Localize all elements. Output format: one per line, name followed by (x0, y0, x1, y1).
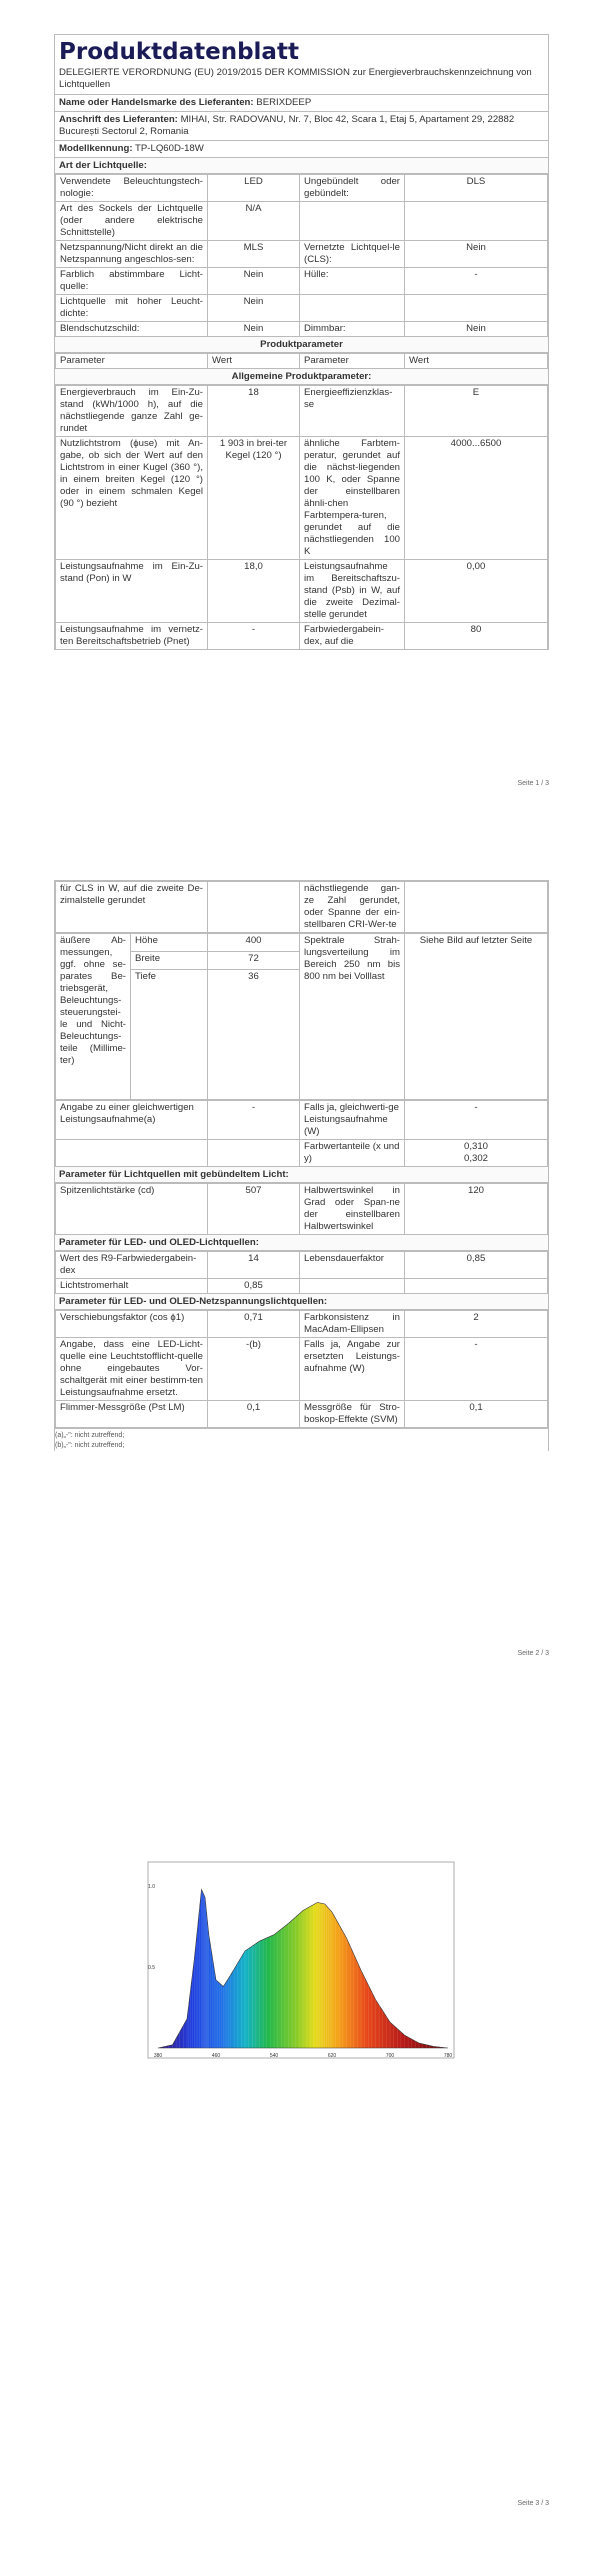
type-cell: Vernetzte Lichtquel-le (CLS): (300, 241, 405, 268)
supplier-address-label: Anschrift des Lieferanten: (59, 114, 178, 125)
product-params-heading: Produktparameter (55, 337, 548, 353)
equiv-value: - (208, 1101, 300, 1140)
macadam-label: Farbkonsistenz in MacAdam-Ellipsen (300, 1311, 405, 1338)
footnote-a: (a)„-": nicht zutreffend; (55, 1432, 125, 1439)
general-param-cell: ähnliche Farbtem-peratur, gerundet auf die nächst-liegenden 100 K, oder Spanne der einstellbaren ähnli-chen Farbtempera-turen, gerundet auf die nächstliegenden 100 K (300, 437, 405, 560)
x-tick-label: 620 (327, 2053, 337, 2059)
spectrum-chart (140, 1860, 460, 2074)
type-cell: Nein (405, 322, 548, 337)
spectral-label: Spektrale Strah-lungsverteilung im Bereich 250 nm bis 800 nm bei Volllast (300, 934, 405, 1100)
type-row (56, 175, 548, 202)
page-footer-2: Seite 2 / 3 (517, 1650, 549, 1657)
datasheet-page-2 (54, 880, 549, 1451)
general-param-cell: Nutzlichtstrom (ϕuse) mit An-gabe, ob sich der Wert auf den Lichtstrom in einer Kugel (360 °), in einem breiten Kegel (120 °) oder in einem schmalen Kegel (90 °) bezieht (56, 437, 208, 560)
flicker-value: 0,1 (208, 1401, 300, 1428)
supplier-name-row (55, 95, 548, 112)
dim-width-value: 72 (208, 952, 300, 970)
continued-table (55, 881, 548, 933)
peak-intensity-value: 507 (208, 1184, 300, 1235)
type-row (56, 202, 548, 241)
svm-label: Messgröße für Stro-boskop-Effekte (SVM) (300, 1401, 405, 1428)
light-source-type-heading: Art der Lichtquelle: (55, 158, 548, 174)
x-tick-label: 540 (269, 2053, 279, 2059)
datasheet-page-1 (54, 34, 549, 650)
life-factor-label: Lebensdauerfaktor (300, 1252, 405, 1279)
type-cell (405, 295, 548, 322)
footnote-b: (b)„-": nicht zutreffend; (55, 1442, 125, 1449)
param-header-table (55, 353, 548, 369)
dim-depth-label: Tiefe (131, 970, 208, 1100)
general-param-cell: - (208, 623, 300, 650)
chromaticity-label: Farbwertanteile (x und y) (300, 1140, 405, 1167)
type-cell: Art des Sockels der Lichtquelle (oder andere elektrische Schnittstelle) (56, 202, 208, 241)
general-param-cell: 18 (208, 386, 300, 437)
general-param-cell: Leistungsaufnahme im Bereitschaftszu-stand (Psb) in W, auf die zweite Dezimal-stelle gerundet (300, 560, 405, 623)
type-cell (405, 202, 548, 241)
mains-table (55, 1310, 548, 1428)
type-cell: Netzspannung/Nicht direkt an die Netzspannung angeschlos-sen: (56, 241, 208, 268)
general-param-row (56, 623, 548, 650)
continued-left: für CLS in W, auf die zweite De-zimalstelle gerundet (56, 882, 208, 933)
replacement-right-value: - (405, 1338, 548, 1401)
col-value-header-2: Wert (405, 354, 548, 369)
type-cell: Nein (208, 322, 300, 337)
page-2 (0, 820, 603, 1680)
type-cell: - (405, 268, 548, 295)
model-value: TP-LQ60D-18W (135, 143, 204, 154)
x-tick-label: 460 (211, 2053, 221, 2059)
type-cell: Farblich abstimmbare Licht-quelle: (56, 268, 208, 295)
lumen-maintenance-value: 0,85 (208, 1279, 300, 1294)
page-footer-1: Seite 1 / 3 (517, 780, 549, 787)
svm-value: 0,1 (405, 1401, 548, 1428)
type-cell: Nein (405, 241, 548, 268)
led-table (55, 1251, 548, 1294)
power-factor-label: Verschiebungsfaktor (cos ϕ1) (56, 1311, 208, 1338)
general-param-cell: Farbwiedergabein-dex, auf die (300, 623, 405, 650)
r9-value: 14 (208, 1252, 300, 1279)
dim-width-label: Breite (131, 952, 208, 970)
general-param-row (56, 437, 548, 560)
continued-right: nächstliegende gan-ze Zahl gerundet, oder Spanne der ein-stellbaren CRI-Wer-te (300, 882, 405, 933)
x-tick-label: 380 (153, 2053, 163, 2059)
type-cell: Nein (208, 268, 300, 295)
general-param-cell: Leistungsaufnahme im vernetz-ten Bereitschaftsbetrieb (Pnet) (56, 623, 208, 650)
general-params-table (55, 385, 548, 650)
type-cell: LED (208, 175, 300, 202)
dim-height-label: Höhe (131, 934, 208, 952)
replacement-label: Angabe, dass eine LED-Licht-quelle eine Leuchtstofflicht-quelle ohne eingebautes Vor-schaltgerät mit einer bestimm-ten Leistungsaufnahme ersetzt. (56, 1338, 208, 1401)
type-cell: Nein (208, 295, 300, 322)
r9-label: Wert des R9-Farbwiedergabein-dex (56, 1252, 208, 1279)
general-param-cell: E (405, 386, 548, 437)
replacement-value: -(b) (208, 1338, 300, 1401)
type-cell: Ungebündelt oder gebündelt: (300, 175, 405, 202)
general-param-cell: Energieeffizienzklas-se (300, 386, 405, 437)
beam-angle-value: 120 (405, 1184, 548, 1235)
beam-angle-label: Halbwertswinkel in Grad oder Span-ne der einstellbaren Halbwertswinkel (300, 1184, 405, 1235)
supplier-address-value: MIHAI, Str. RADOVANU, Nr. 7, Bloc 42, Scara 1, Etaj 5, Apartament 29, 22882 București Sectorul 2, Romania (59, 114, 515, 137)
life-factor-value: 0,85 (405, 1252, 548, 1279)
dimensions-label: äußere Ab-messungen, ggf. ohne se-parates Be-triebsgerät, Beleuchtungs-steuerungstei-le und Nicht-Beleuchtungs-teile (Millime-ter) (56, 934, 131, 1100)
equivalent-table (55, 1100, 548, 1167)
supplier-name-value: BERIXDEEP (256, 97, 312, 108)
y-tick-label: 0.5 (148, 1965, 155, 1972)
type-cell: MLS (208, 241, 300, 268)
spectral-value: Siehe Bild auf letzter Seite (405, 934, 548, 1100)
type-cell: DLS (405, 175, 548, 202)
replacement-right-label: Falls ja, Angabe zur ersetzten Leistungs-aufnahme (W) (300, 1338, 405, 1401)
general-param-row (56, 386, 548, 437)
equiv-right-value: - (405, 1101, 548, 1140)
supplier-name-label: Name oder Handelsmarke des Lieferanten: (59, 97, 254, 108)
y-tick-label: 1.0 (148, 1884, 155, 1891)
lumen-maintenance-label: Lichtstromerhalt (56, 1279, 208, 1294)
general-param-cell: Leistungsaufnahme im Ein-Zu-stand (Pon) in W (56, 560, 208, 623)
general-param-cell: 4000...6500 (405, 437, 548, 560)
led-heading: Parameter für LED- und OLED-Lichtquellen: (55, 1235, 548, 1251)
spectrum-svg (140, 1860, 460, 2074)
dimensions-table (55, 933, 548, 1100)
footnotes (55, 1428, 548, 1451)
dim-height-value: 400 (208, 934, 300, 952)
general-param-cell: 80 (405, 623, 548, 650)
equiv-label: Angabe zu einer gleichwertigen Leistungsaufnahme(a) (56, 1101, 208, 1140)
supplier-address-row (55, 112, 548, 141)
macadam-value: 2 (405, 1311, 548, 1338)
page-3 (0, 1680, 603, 2560)
model-row (55, 141, 548, 158)
type-cell: Blendschutzschild: (56, 322, 208, 337)
page-footer-3: Seite 3 / 3 (517, 2500, 549, 2507)
x-tick-label: 700 (385, 2053, 395, 2059)
general-param-cell: Energieverbrauch im Ein-Zu-stand (kWh/1000 h), auf die nächstliegende ganze Zahl ge-rundet (56, 386, 208, 437)
type-cell: Verwendete Beleuchtungstech-nologie: (56, 175, 208, 202)
directional-table (55, 1183, 548, 1235)
flicker-label: Flimmer-Messgröße (Pst LM) (56, 1401, 208, 1428)
equiv-right-label: Falls ja, gleichwerti-ge Leistungsaufnahme (W) (300, 1101, 405, 1140)
type-cell: Dimmbar: (300, 322, 405, 337)
directional-heading: Parameter für Lichtquellen mit gebündeltem Licht: (55, 1167, 548, 1183)
col-param-header: Parameter (56, 354, 208, 369)
mains-heading: Parameter für LED- und OLED-Netzspannungslichtquellen: (55, 1294, 548, 1310)
type-row (56, 268, 548, 295)
type-row (56, 295, 548, 322)
general-param-row (56, 560, 548, 623)
general-param-cell: 18,0 (208, 560, 300, 623)
type-row (56, 322, 548, 337)
chromaticity-y: 0,302 (463, 1153, 488, 1164)
col-param-header-2: Parameter (300, 354, 405, 369)
page-title: Produktdatenblatt (55, 34, 548, 67)
chromaticity-x: 0,310 (463, 1141, 488, 1152)
type-cell (300, 202, 405, 241)
type-cell: N/A (208, 202, 300, 241)
chromaticity-values (405, 1140, 548, 1167)
type-cell: Hülle: (300, 268, 405, 295)
dim-depth-value: 36 (208, 970, 300, 1100)
general-params-heading: Allgemeine Produktparameter: (55, 369, 548, 385)
page-1 (0, 0, 603, 820)
peak-intensity-label: Spitzenlichtstärke (cd) (56, 1184, 208, 1235)
x-tick-label: 780 (443, 2053, 453, 2059)
type-cell (300, 295, 405, 322)
light-source-type-table (55, 174, 548, 337)
type-row (56, 241, 548, 268)
type-cell: Lichtquelle mit hoher Leucht-dichte: (56, 295, 208, 322)
model-label: Modellkennung: (59, 143, 133, 154)
general-param-cell: 1 903 in brei-ter Kegel (120 °) (208, 437, 300, 560)
general-param-cell: 0,00 (405, 560, 548, 623)
power-factor-value: 0,71 (208, 1311, 300, 1338)
regulation-text: DELEGIERTE VERORDNUNG (EU) 2019/2015 DER KOMMISSION zur Energieverbrauchskennzeichnung von Lichtquellen (55, 67, 548, 95)
col-value-header: Wert (208, 354, 300, 369)
